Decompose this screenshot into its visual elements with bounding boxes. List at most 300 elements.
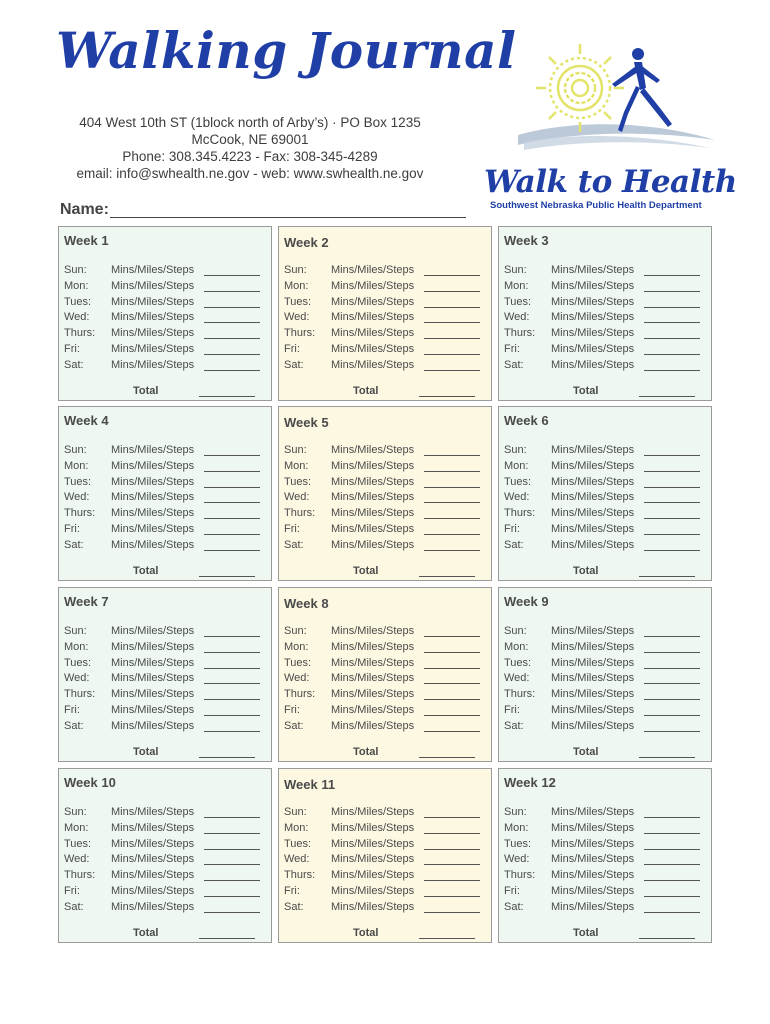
- unit-label: Mins/Miles/Steps: [111, 885, 195, 897]
- unit-label: Mins/Miles/Steps: [331, 279, 415, 292]
- week-box: [278, 768, 492, 943]
- unit-label: Mins/Miles/Steps: [551, 704, 635, 716]
- unit-label: Mins/Miles/Steps: [551, 672, 635, 685]
- day-label: Fri:: [64, 704, 80, 716]
- day-entry-field[interactable]: [644, 699, 700, 700]
- unit-label: Mins/Miles/Steps: [551, 295, 635, 308]
- day-entry-field[interactable]: [644, 502, 700, 503]
- day-entry-field[interactable]: [424, 338, 480, 339]
- unit-label: Mins/Miles/Steps: [331, 327, 415, 340]
- unit-label: Mins/Miles/Steps: [331, 885, 415, 897]
- day-label: Sat:: [284, 358, 304, 371]
- day-label: Mon:: [284, 821, 309, 834]
- day-entry-field[interactable]: [204, 550, 260, 551]
- total-entry-field[interactable]: [639, 757, 695, 758]
- day-entry-field[interactable]: [424, 833, 480, 834]
- day-entry-field[interactable]: [424, 370, 480, 371]
- day-entry-field[interactable]: [424, 864, 480, 865]
- day-label: Thurs:: [504, 507, 536, 520]
- day-label: Sat:: [504, 358, 524, 371]
- address-block: [40, 114, 460, 182]
- address-street: 404 West 10th ST (1block north of Arby’s) · PO Box 1235: [79, 115, 421, 130]
- day-entry-field[interactable]: [644, 455, 700, 456]
- day-entry-field[interactable]: [424, 896, 480, 897]
- day-entry-field[interactable]: [644, 731, 700, 732]
- day-label: Sat:: [284, 538, 304, 551]
- unit-label: Mins/Miles/Steps: [551, 491, 635, 504]
- unit-label: Mins/Miles/Steps: [111, 869, 195, 882]
- day-entry-field[interactable]: [424, 322, 480, 323]
- unit-label: Mins/Miles/Steps: [331, 656, 415, 669]
- total-entry-field[interactable]: [419, 396, 475, 397]
- unit-label: Mins/Miles/Steps: [111, 491, 195, 504]
- day-label: Thurs:: [284, 327, 316, 340]
- unit-label: Mins/Miles/Steps: [111, 806, 195, 818]
- total-entry-field[interactable]: [199, 938, 255, 939]
- day-label: Sun:: [64, 444, 87, 456]
- unit-label: Mins/Miles/Steps: [111, 343, 195, 355]
- total-entry-field[interactable]: [199, 576, 255, 577]
- day-entry-field[interactable]: [424, 715, 480, 716]
- day-entry-field[interactable]: [204, 817, 260, 818]
- day-entry-field[interactable]: [644, 668, 700, 669]
- total-entry-field[interactable]: [419, 938, 475, 939]
- total-entry-field[interactable]: [639, 938, 695, 939]
- unit-label: Mins/Miles/Steps: [551, 688, 635, 701]
- day-entry-field[interactable]: [204, 518, 260, 519]
- total-entry-field[interactable]: [199, 396, 255, 397]
- day-label: Thurs:: [504, 869, 536, 882]
- week-title: Week 11: [284, 777, 336, 792]
- day-label: Fri:: [284, 704, 300, 716]
- day-entry-field[interactable]: [204, 880, 260, 881]
- unit-label: Mins/Miles/Steps: [111, 656, 195, 669]
- day-label: Sun:: [504, 806, 527, 818]
- unit-label: Mins/Miles/Steps: [111, 625, 195, 637]
- day-label: Mon:: [504, 459, 529, 472]
- day-label: Sat:: [64, 719, 84, 732]
- day-entry-field[interactable]: [204, 471, 260, 472]
- unit-label: Mins/Miles/Steps: [331, 444, 415, 456]
- day-label: Wed:: [64, 672, 90, 685]
- day-entry-field[interactable]: [204, 338, 260, 339]
- week-title: Week 1: [64, 233, 109, 248]
- unit-label: Mins/Miles/Steps: [111, 900, 195, 913]
- day-label: Mon:: [64, 279, 89, 292]
- unit-label: Mins/Miles/Steps: [111, 327, 195, 340]
- day-label: Fri:: [64, 343, 80, 355]
- unit-label: Mins/Miles/Steps: [551, 869, 635, 882]
- day-label: Sat:: [284, 900, 304, 913]
- day-entry-field[interactable]: [644, 683, 700, 684]
- day-entry-field[interactable]: [204, 715, 260, 716]
- logo-text: Walk to Health: [484, 164, 737, 200]
- unit-label: Mins/Miles/Steps: [551, 264, 635, 276]
- day-label: Thurs:: [64, 869, 96, 882]
- week-box: [498, 768, 712, 943]
- day-entry-field[interactable]: [424, 471, 480, 472]
- day-entry-field[interactable]: [644, 307, 700, 308]
- day-label: Tues:: [64, 837, 92, 850]
- unit-label: Mins/Miles/Steps: [331, 900, 415, 913]
- unit-label: Mins/Miles/Steps: [111, 837, 195, 850]
- day-label: Sat:: [504, 900, 524, 913]
- unit-label: Mins/Miles/Steps: [111, 538, 195, 551]
- day-label: Tues:: [284, 837, 312, 850]
- day-entry-field[interactable]: [644, 487, 700, 488]
- day-label: Mon:: [64, 459, 89, 472]
- day-label: Thurs:: [64, 327, 96, 340]
- day-entry-field[interactable]: [424, 502, 480, 503]
- day-entry-field[interactable]: [644, 291, 700, 292]
- unit-label: Mins/Miles/Steps: [111, 264, 195, 276]
- day-label: Fri:: [504, 523, 520, 535]
- day-entry-field[interactable]: [204, 864, 260, 865]
- day-label: Wed:: [504, 672, 530, 685]
- day-entry-field[interactable]: [204, 699, 260, 700]
- unit-label: Mins/Miles/Steps: [331, 869, 415, 882]
- total-label: Total: [353, 385, 379, 397]
- unit-label: Mins/Miles/Steps: [551, 523, 635, 535]
- day-entry-field[interactable]: [644, 322, 700, 323]
- day-entry-field[interactable]: [204, 455, 260, 456]
- unit-label: Mins/Miles/Steps: [551, 311, 635, 324]
- total-entry-field[interactable]: [639, 576, 695, 577]
- day-entry-field[interactable]: [424, 652, 480, 653]
- week-box: [278, 587, 492, 762]
- week-box: [498, 587, 712, 762]
- day-label: Sun:: [284, 444, 307, 456]
- day-entry-field[interactable]: [644, 833, 700, 834]
- day-entry-field[interactable]: [204, 322, 260, 323]
- unit-label: Mins/Miles/Steps: [551, 358, 635, 371]
- unit-label: Mins/Miles/Steps: [551, 656, 635, 669]
- day-entry-field[interactable]: [204, 370, 260, 371]
- unit-label: Mins/Miles/Steps: [111, 523, 195, 535]
- day-label: Wed:: [504, 853, 530, 866]
- address-email-web: email: info@swhealth.ne.gov - web: www.swhealth.ne.gov: [76, 166, 424, 181]
- unit-label: Mins/Miles/Steps: [331, 688, 415, 701]
- day-entry-field[interactable]: [424, 817, 480, 818]
- day-entry-field[interactable]: [204, 291, 260, 292]
- week-title: Week 7: [64, 594, 109, 609]
- week-box: [278, 226, 492, 401]
- unit-label: Mins/Miles/Steps: [111, 704, 195, 716]
- unit-label: Mins/Miles/Steps: [331, 806, 415, 818]
- week-box: [58, 587, 272, 762]
- unit-label: Mins/Miles/Steps: [551, 507, 635, 520]
- day-entry-field[interactable]: [424, 354, 480, 355]
- unit-label: Mins/Miles/Steps: [331, 475, 415, 488]
- day-entry-field[interactable]: [644, 636, 700, 637]
- day-label: Tues:: [64, 295, 92, 308]
- day-entry-field[interactable]: [644, 817, 700, 818]
- day-label: Fri:: [284, 523, 300, 535]
- unit-label: Mins/Miles/Steps: [331, 821, 415, 834]
- day-label: Fri:: [504, 885, 520, 897]
- total-label: Total: [353, 927, 379, 939]
- unit-label: Mins/Miles/Steps: [331, 719, 415, 732]
- day-entry-field[interactable]: [644, 849, 700, 850]
- unit-label: Mins/Miles/Steps: [111, 295, 195, 308]
- unit-label: Mins/Miles/Steps: [331, 358, 415, 371]
- total-entry-field[interactable]: [639, 396, 695, 397]
- unit-label: Mins/Miles/Steps: [331, 459, 415, 472]
- day-label: Sun:: [504, 444, 527, 456]
- day-entry-field[interactable]: [424, 455, 480, 456]
- day-entry-field[interactable]: [204, 487, 260, 488]
- unit-label: Mins/Miles/Steps: [331, 853, 415, 866]
- week-title: Week 5: [284, 415, 329, 430]
- total-label: Total: [573, 385, 599, 397]
- day-entry-field[interactable]: [644, 550, 700, 551]
- day-entry-field[interactable]: [424, 487, 480, 488]
- day-label: Tues:: [504, 475, 532, 488]
- unit-label: Mins/Miles/Steps: [111, 279, 195, 292]
- day-label: Thurs:: [504, 327, 536, 340]
- day-entry-field[interactable]: [644, 275, 700, 276]
- week-box: [278, 406, 492, 581]
- day-entry-field[interactable]: [424, 518, 480, 519]
- week-title: Week 10: [64, 775, 116, 790]
- day-label: Sat:: [504, 538, 524, 551]
- week-box: [58, 768, 272, 943]
- week-title: Week 8: [284, 596, 329, 611]
- day-label: Fri:: [504, 704, 520, 716]
- day-entry-field[interactable]: [204, 275, 260, 276]
- unit-label: Mins/Miles/Steps: [331, 507, 415, 520]
- unit-label: Mins/Miles/Steps: [331, 538, 415, 551]
- week-title: Week 2: [284, 235, 329, 250]
- total-entry-field[interactable]: [419, 576, 475, 577]
- day-entry-field[interactable]: [424, 849, 480, 850]
- day-entry-field[interactable]: [424, 880, 480, 881]
- walk-to-health-logo-icon: [510, 40, 730, 165]
- total-label: Total: [573, 746, 599, 758]
- day-entry-field[interactable]: [644, 471, 700, 472]
- unit-label: Mins/Miles/Steps: [111, 853, 195, 866]
- day-label: Mon:: [284, 279, 309, 292]
- day-label: Wed:: [504, 311, 530, 324]
- day-label: Wed:: [64, 311, 90, 324]
- day-entry-field[interactable]: [204, 896, 260, 897]
- unit-label: Mins/Miles/Steps: [551, 444, 635, 456]
- day-entry-field[interactable]: [424, 534, 480, 535]
- day-entry-field[interactable]: [644, 864, 700, 865]
- unit-label: Mins/Miles/Steps: [111, 311, 195, 324]
- unit-label: Mins/Miles/Steps: [551, 885, 635, 897]
- day-entry-field[interactable]: [204, 668, 260, 669]
- day-label: Sat:: [284, 719, 304, 732]
- day-label: Mon:: [64, 821, 89, 834]
- address-city: McCook, NE 69001: [191, 132, 309, 147]
- unit-label: Mins/Miles/Steps: [551, 538, 635, 551]
- total-label: Total: [133, 746, 159, 758]
- day-entry-field[interactable]: [644, 896, 700, 897]
- day-label: Fri:: [64, 885, 80, 897]
- day-entry-field[interactable]: [424, 731, 480, 732]
- unit-label: Mins/Miles/Steps: [331, 295, 415, 308]
- day-label: Fri:: [504, 343, 520, 355]
- unit-label: Mins/Miles/Steps: [551, 343, 635, 355]
- unit-label: Mins/Miles/Steps: [551, 719, 635, 732]
- unit-label: Mins/Miles/Steps: [551, 837, 635, 850]
- day-label: Mon:: [284, 640, 309, 653]
- day-label: Mon:: [284, 459, 309, 472]
- week-title: Week 3: [504, 233, 549, 248]
- day-label: Wed:: [64, 853, 90, 866]
- journal-title: Walking Journal: [56, 21, 517, 80]
- day-entry-field[interactable]: [644, 652, 700, 653]
- day-label: Sun:: [504, 625, 527, 637]
- day-entry-field[interactable]: [644, 880, 700, 881]
- day-label: Sun:: [64, 264, 87, 276]
- day-entry-field[interactable]: [204, 307, 260, 308]
- week-title: Week 4: [64, 413, 109, 428]
- unit-label: Mins/Miles/Steps: [551, 327, 635, 340]
- day-entry-field[interactable]: [204, 833, 260, 834]
- total-label: Total: [133, 565, 159, 577]
- unit-label: Mins/Miles/Steps: [111, 640, 195, 653]
- day-label: Tues:: [284, 475, 312, 488]
- day-label: Thurs:: [284, 869, 316, 882]
- day-label: Tues:: [284, 295, 312, 308]
- unit-label: Mins/Miles/Steps: [331, 523, 415, 535]
- unit-label: Mins/Miles/Steps: [111, 719, 195, 732]
- unit-label: Mins/Miles/Steps: [331, 491, 415, 504]
- name-label: Name:: [60, 201, 109, 218]
- unit-label: Mins/Miles/Steps: [551, 475, 635, 488]
- day-entry-field[interactable]: [424, 307, 480, 308]
- day-entry-field[interactable]: [424, 683, 480, 684]
- unit-label: Mins/Miles/Steps: [331, 264, 415, 276]
- unit-label: Mins/Miles/Steps: [551, 625, 635, 637]
- day-label: Fri:: [284, 885, 300, 897]
- unit-label: Mins/Miles/Steps: [111, 475, 195, 488]
- total-entry-field[interactable]: [199, 757, 255, 758]
- day-label: Thurs:: [284, 507, 316, 520]
- day-entry-field[interactable]: [424, 550, 480, 551]
- day-entry-field[interactable]: [644, 354, 700, 355]
- day-label: Wed:: [504, 491, 530, 504]
- day-entry-field[interactable]: [204, 683, 260, 684]
- day-label: Sat:: [64, 900, 84, 913]
- day-label: Sun:: [284, 625, 307, 637]
- day-label: Tues:: [504, 656, 532, 669]
- day-entry-field[interactable]: [204, 731, 260, 732]
- unit-label: Mins/Miles/Steps: [551, 806, 635, 818]
- day-entry-field[interactable]: [424, 636, 480, 637]
- name-field[interactable]: [110, 217, 466, 218]
- unit-label: Mins/Miles/Steps: [111, 821, 195, 834]
- day-entry-field[interactable]: [204, 534, 260, 535]
- day-entry-field[interactable]: [644, 715, 700, 716]
- unit-label: Mins/Miles/Steps: [551, 821, 635, 834]
- day-entry-field[interactable]: [424, 275, 480, 276]
- day-label: Tues:: [284, 656, 312, 669]
- unit-label: Mins/Miles/Steps: [551, 900, 635, 913]
- day-label: Mon:: [64, 640, 89, 653]
- week-title: Week 6: [504, 413, 549, 428]
- week-title: Week 9: [504, 594, 549, 609]
- day-label: Sun:: [504, 264, 527, 276]
- address-phone: Phone: 308.345.4223 - Fax: 308-345-4289: [122, 149, 378, 164]
- unit-label: Mins/Miles/Steps: [331, 343, 415, 355]
- day-label: Mon:: [504, 640, 529, 653]
- week-box: [58, 226, 272, 401]
- unit-label: Mins/Miles/Steps: [111, 444, 195, 456]
- day-label: Wed:: [284, 672, 310, 685]
- day-label: Fri:: [284, 343, 300, 355]
- total-label: Total: [133, 385, 159, 397]
- day-entry-field[interactable]: [424, 699, 480, 700]
- unit-label: Mins/Miles/Steps: [111, 507, 195, 520]
- day-label: Tues:: [504, 837, 532, 850]
- day-label: Mon:: [504, 279, 529, 292]
- day-label: Sun:: [284, 264, 307, 276]
- day-entry-field[interactable]: [204, 849, 260, 850]
- day-entry-field[interactable]: [204, 636, 260, 637]
- day-label: Wed:: [284, 311, 310, 324]
- unit-label: Mins/Miles/Steps: [331, 640, 415, 653]
- day-label: Wed:: [284, 491, 310, 504]
- day-label: Sun:: [284, 806, 307, 818]
- total-label: Total: [133, 927, 159, 939]
- day-entry-field[interactable]: [644, 370, 700, 371]
- day-entry-field[interactable]: [424, 291, 480, 292]
- day-entry-field[interactable]: [644, 338, 700, 339]
- unit-label: Mins/Miles/Steps: [111, 672, 195, 685]
- day-label: Thurs:: [64, 688, 96, 701]
- day-label: Sat:: [504, 719, 524, 732]
- week-box: [498, 406, 712, 581]
- unit-label: Mins/Miles/Steps: [551, 279, 635, 292]
- unit-label: Mins/Miles/Steps: [551, 853, 635, 866]
- day-label: Wed:: [64, 491, 90, 504]
- unit-label: Mins/Miles/Steps: [551, 459, 635, 472]
- day-label: Mon:: [504, 821, 529, 834]
- day-label: Tues:: [504, 295, 532, 308]
- week-box: [58, 406, 272, 581]
- day-entry-field[interactable]: [424, 668, 480, 669]
- day-entry-field[interactable]: [204, 912, 260, 913]
- unit-label: Mins/Miles/Steps: [111, 459, 195, 472]
- total-label: Total: [573, 565, 599, 577]
- week-box: [498, 226, 712, 401]
- day-label: Sat:: [64, 358, 84, 371]
- day-entry-field[interactable]: [204, 354, 260, 355]
- day-label: Fri:: [64, 523, 80, 535]
- total-label: Total: [353, 565, 379, 577]
- day-label: Thurs:: [504, 688, 536, 701]
- unit-label: Mins/Miles/Steps: [331, 625, 415, 637]
- week-title: Week 12: [504, 775, 556, 790]
- day-label: Tues:: [64, 475, 92, 488]
- day-label: Sat:: [64, 538, 84, 551]
- total-label: Total: [573, 927, 599, 939]
- day-entry-field[interactable]: [204, 502, 260, 503]
- total-entry-field[interactable]: [419, 757, 475, 758]
- day-entry-field[interactable]: [424, 912, 480, 913]
- day-label: Thurs:: [64, 507, 96, 520]
- day-entry-field[interactable]: [644, 912, 700, 913]
- day-entry-field[interactable]: [204, 652, 260, 653]
- day-entry-field[interactable]: [644, 518, 700, 519]
- day-label: Sun:: [64, 806, 87, 818]
- day-label: Sun:: [64, 625, 87, 637]
- day-entry-field[interactable]: [644, 534, 700, 535]
- unit-label: Mins/Miles/Steps: [331, 672, 415, 685]
